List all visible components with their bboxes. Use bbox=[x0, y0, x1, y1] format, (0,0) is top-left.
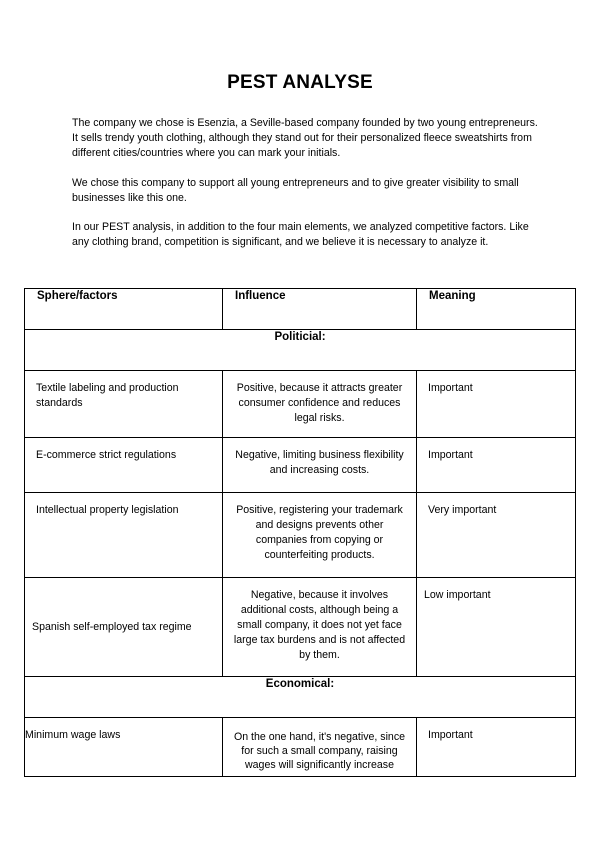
meaning-cell: Important bbox=[417, 438, 576, 493]
meaning-cell: Very important bbox=[417, 493, 576, 578]
influence-cell: Negative, because it involves additional costs, although being a small company, it does not yet face large tax burdens and is not affected by them. bbox=[223, 578, 417, 677]
document-title: PEST ANALYSE bbox=[227, 72, 373, 93]
meaning-cell: Important bbox=[417, 718, 576, 777]
table-header-row bbox=[25, 289, 576, 330]
table-row bbox=[25, 493, 576, 578]
meaning-cell: Important bbox=[417, 371, 576, 438]
intro-paragraph: The company we chose is Esenzia, a Seville-based company founded by two young entrepreneurs. It sells trendy youth clothing, although they stand out for their personalized fleece sweatshirts from different cities/countries where you can mark your initials. bbox=[72, 117, 538, 159]
influence-cell: Negative, limiting business flexibility and increasing costs. bbox=[223, 438, 417, 493]
header-meaning: Meaning bbox=[417, 289, 576, 330]
table-row bbox=[25, 438, 576, 493]
factor-cell: Textile labeling and production standards bbox=[25, 371, 223, 438]
section-row-economical bbox=[25, 677, 576, 718]
influence-cell: Positive, registering your trademark and designs prevents other companies from copying or counterfeiting products. bbox=[223, 493, 417, 578]
motivation-paragraph: We chose this company to support all young entrepreneurs and to give greater visibility to small businesses like this one. bbox=[72, 177, 519, 204]
factor-cell: Minimum wage laws bbox=[25, 718, 223, 777]
section-title-political: Politicial: bbox=[25, 330, 576, 371]
header-sphere-factors: Sphere/factors bbox=[25, 289, 223, 330]
table-row bbox=[25, 718, 576, 777]
factor-cell: Intellectual property legislation bbox=[25, 493, 223, 578]
table-row bbox=[25, 578, 576, 677]
factor-cell: Spanish self-employed tax regime bbox=[25, 578, 223, 677]
influence-cell: On the one hand, it's negative, since for such a small company, raising wages will significantly increase bbox=[223, 718, 417, 777]
header-influence: Influence bbox=[223, 289, 417, 330]
influence-cell: Positive, because it attracts greater consumer confidence and reduces legal risks. bbox=[223, 371, 417, 438]
section-title-economical: Economical: bbox=[25, 677, 576, 718]
pest-table bbox=[24, 288, 576, 777]
meaning-cell: Low important bbox=[417, 578, 576, 677]
table-row bbox=[25, 371, 576, 438]
section-row-political bbox=[25, 330, 576, 371]
analysis-paragraph: In our PEST analysis, in addition to the four main elements, we analyzed competitive factors. Like any clothing brand, competition is significant, and we believe it is necessary to analyze it. bbox=[72, 221, 529, 248]
factor-cell: E-commerce strict regulations bbox=[25, 438, 223, 493]
